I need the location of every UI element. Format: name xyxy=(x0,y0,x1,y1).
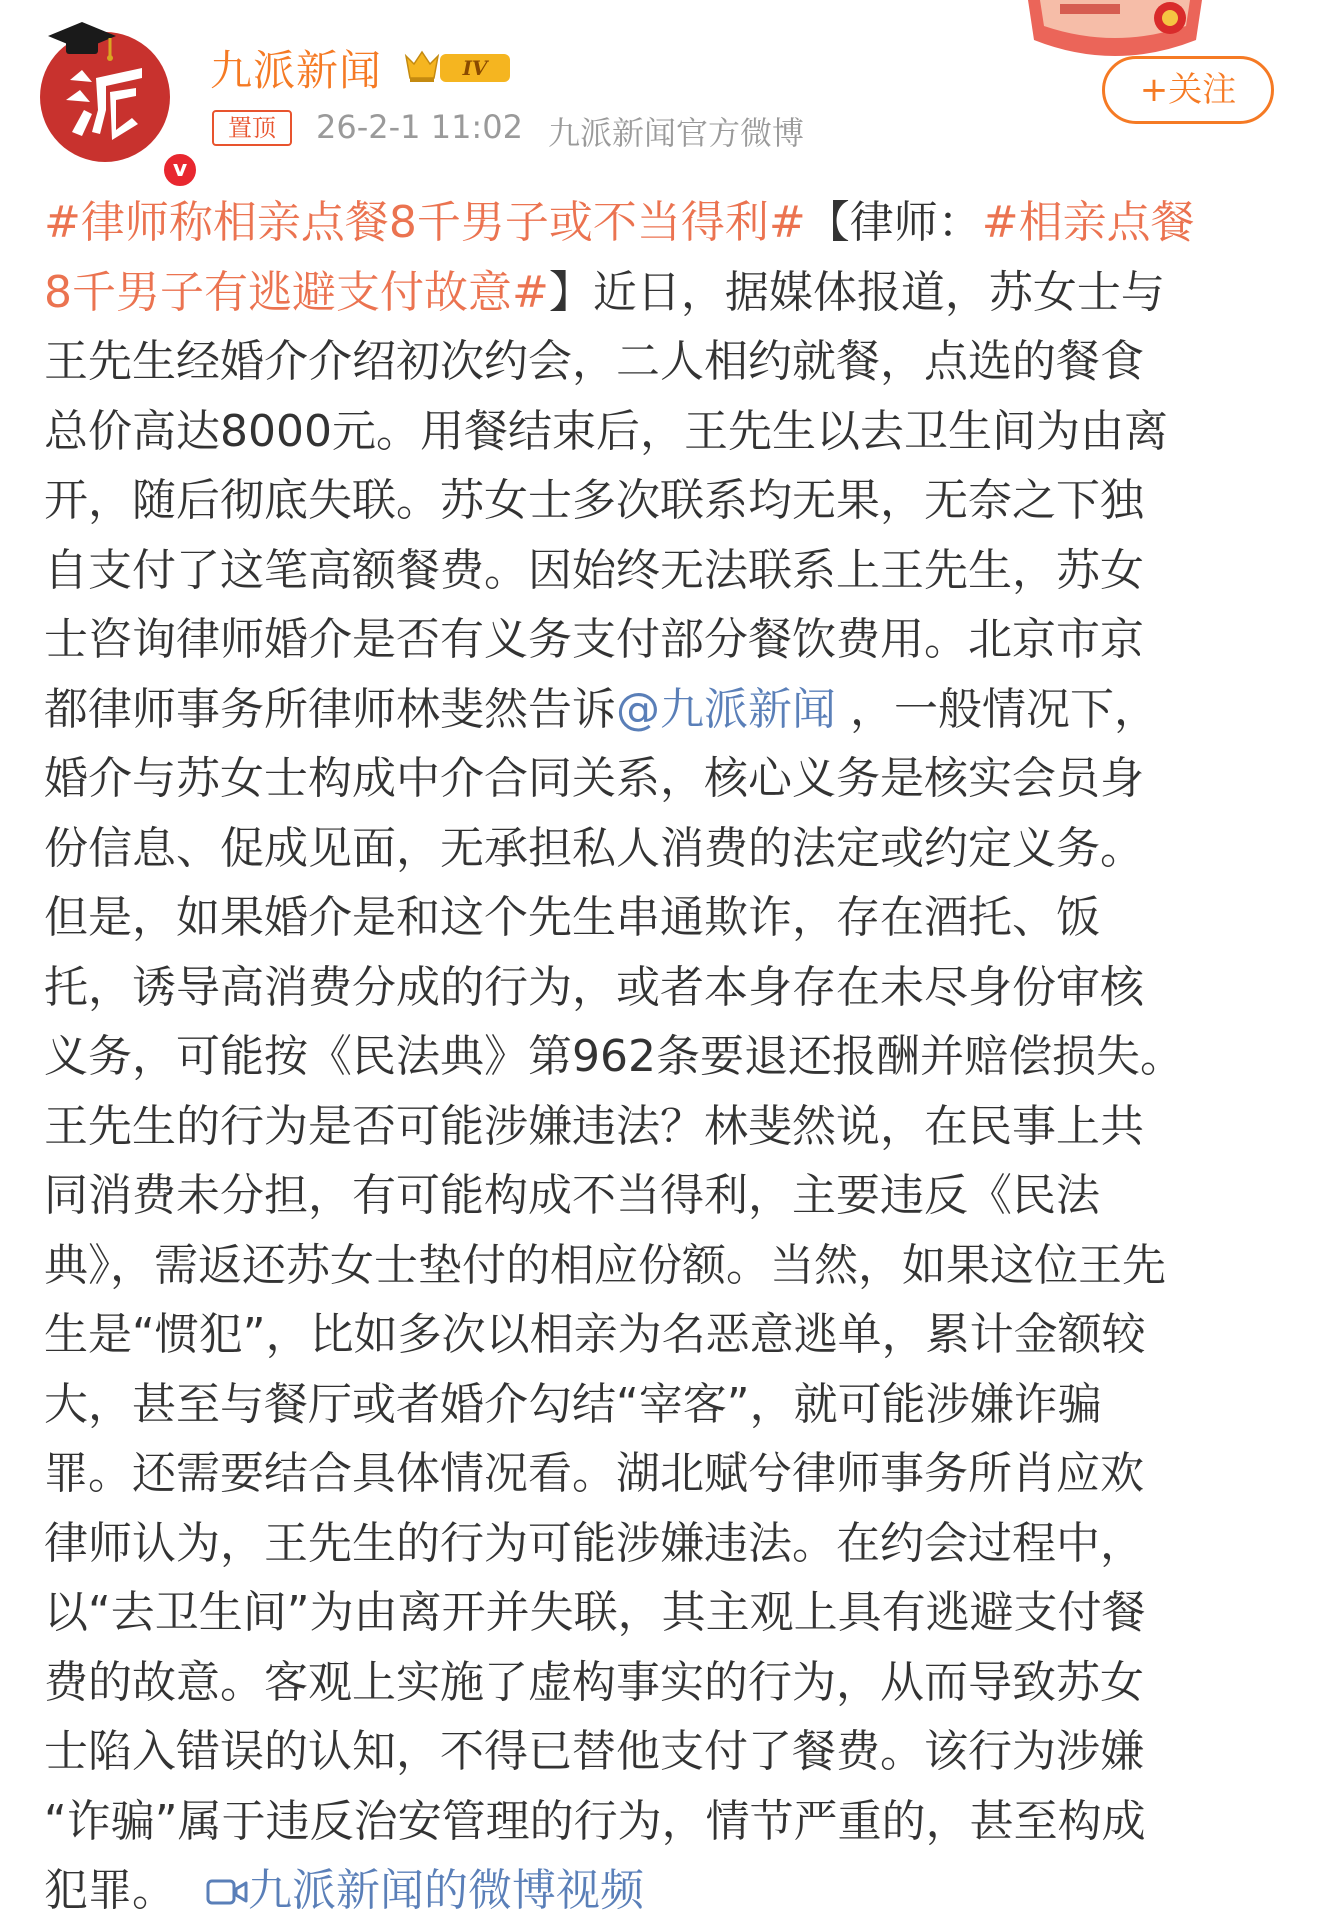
post-text: 开，随后彻底失联。苏女士多次联系均无果，无奈之下独 xyxy=(44,475,1144,526)
post-line xyxy=(44,1092,1280,1162)
post-text: 士咨询律师婚介是否有义务支付部分餐饮费用。北京市京 xyxy=(44,614,1144,665)
post-timestamp: 26-2-1 11:02 xyxy=(316,108,523,146)
post-line xyxy=(44,188,1280,258)
post-line xyxy=(44,605,1280,675)
crown-level-badge-icon xyxy=(402,46,514,86)
post-text: 但是，如果婚介是和这个先生串通欺诈，存在酒托、饭 xyxy=(44,892,1100,943)
post-line xyxy=(44,1370,1280,1440)
post-text: 同消费未分担，有可能构成不当得利，主要违反《民法 xyxy=(44,1170,1100,1221)
follow-button[interactable]: +关注 xyxy=(1102,56,1274,124)
level-badge-text: IV xyxy=(462,56,488,80)
post-text: 费的故意。客观上实施了虚构事实的行为，从而导致苏女 xyxy=(44,1656,1144,1708)
post-text: ，一般情况下， xyxy=(836,683,1158,735)
post-text: 总价高达8000元。用餐结束后，王先生以去卫生间为由离 xyxy=(44,405,1168,457)
post-line xyxy=(44,1787,1280,1857)
post-line xyxy=(44,258,1280,328)
post-line xyxy=(44,327,1280,397)
verified-badge-icon: v xyxy=(160,150,200,190)
post-header xyxy=(0,0,1320,182)
post-line xyxy=(44,1509,1280,1579)
post-line xyxy=(44,744,1280,814)
pinned-badge: 置顶 xyxy=(212,110,292,146)
post-line xyxy=(44,1439,1280,1509)
hashtag-link[interactable]: #相亲点餐 xyxy=(981,197,1195,248)
post-line xyxy=(44,1648,1280,1718)
post-text: 【律师： xyxy=(805,197,982,248)
post-text: 份信息、促成见面，无承担私人消费的法定或约定义务。 xyxy=(44,822,1144,874)
post-text: “诈骗”属于违反治安管理的行为，情节严重的，甚至构成 xyxy=(44,1795,1146,1847)
post-text: 都律师事务所律师林斐然告诉 xyxy=(44,683,616,735)
post-text: 典》，需返还苏女士垫付的相应份额。当然，如果这位王先 xyxy=(44,1239,1166,1291)
account-name[interactable]: 九派新闻 xyxy=(210,46,383,95)
post-line xyxy=(44,675,1280,745)
mention-link[interactable]: @九派新闻 xyxy=(616,683,836,735)
post-line xyxy=(44,1161,1280,1231)
post-line xyxy=(44,1717,1280,1787)
hashtag-link[interactable]: 8千男子有逃避支付故意# xyxy=(44,266,549,318)
post-text: 大，甚至与餐厅或者婚介勾结“宰客”，就可能涉嫌诈骗 xyxy=(44,1378,1102,1430)
post-text: 犯罪。 xyxy=(44,1865,176,1916)
post-text: 义务，可能按《民法典》第962条要退还报酬并赔偿损失。 xyxy=(44,1031,1184,1082)
post-text: 王先生经婚介介绍初次约会，二人相约就餐，点选的餐食 xyxy=(44,336,1144,387)
post-text: 托，诱导高消费分成的行为，或者本身存在未尽身份审核 xyxy=(44,961,1144,1013)
post-text: 律师认为，王先生的行为可能涉嫌违法。在约会过程中， xyxy=(44,1517,1144,1569)
post-text: 生是“惯犯”，比如多次以相亲为名恶意逃单，累计金额较 xyxy=(44,1309,1146,1360)
post-line xyxy=(44,397,1280,467)
post-line xyxy=(44,466,1280,536)
post-text: 婚介与苏女士构成中介合同关系，核心义务是核实会员身 xyxy=(44,753,1144,804)
post-line xyxy=(44,1300,1280,1370)
post-text: 王先生的行为是否可能涉嫌违法？林斐然说，在民事上共 xyxy=(44,1100,1144,1152)
post-line xyxy=(44,536,1280,606)
post-line xyxy=(44,1022,1280,1092)
post-line xyxy=(44,883,1280,953)
post-line xyxy=(44,814,1280,884)
post-line xyxy=(44,1231,1280,1301)
graduation-cap-icon xyxy=(44,18,118,62)
post-source: 九派新闻官方微博 xyxy=(548,114,805,152)
post-text: 士陷入错误的认知，不得已替他支付了餐费。该行为涉嫌 xyxy=(44,1726,1144,1777)
post-line xyxy=(44,1578,1280,1648)
post-text: 】近日，据媒体报道，苏女士与 xyxy=(548,266,1165,318)
video-icon[interactable] xyxy=(206,1877,248,1907)
post-line xyxy=(44,1856,1280,1926)
post-body xyxy=(44,188,1280,1926)
post-line xyxy=(44,953,1280,1023)
post-text: 自支付了这笔高额餐费。因始终无法联系上王先生，苏女 xyxy=(44,544,1144,596)
hashtag-link[interactable]: #律师称相亲点餐8千男子或不当得利# xyxy=(44,197,806,248)
avatar[interactable] xyxy=(40,32,188,182)
mention-link[interactable]: 九派新闻的微博视频 xyxy=(248,1865,644,1916)
post-text: 罪。还需要结合具体情况看。湖北赋兮律师事务所肖应欢 xyxy=(44,1448,1144,1499)
post-text: 以“去卫生间”为由离开并失联，其主观上具有逃避支付餐 xyxy=(44,1587,1146,1638)
jiupai-logo-icon xyxy=(62,60,148,140)
